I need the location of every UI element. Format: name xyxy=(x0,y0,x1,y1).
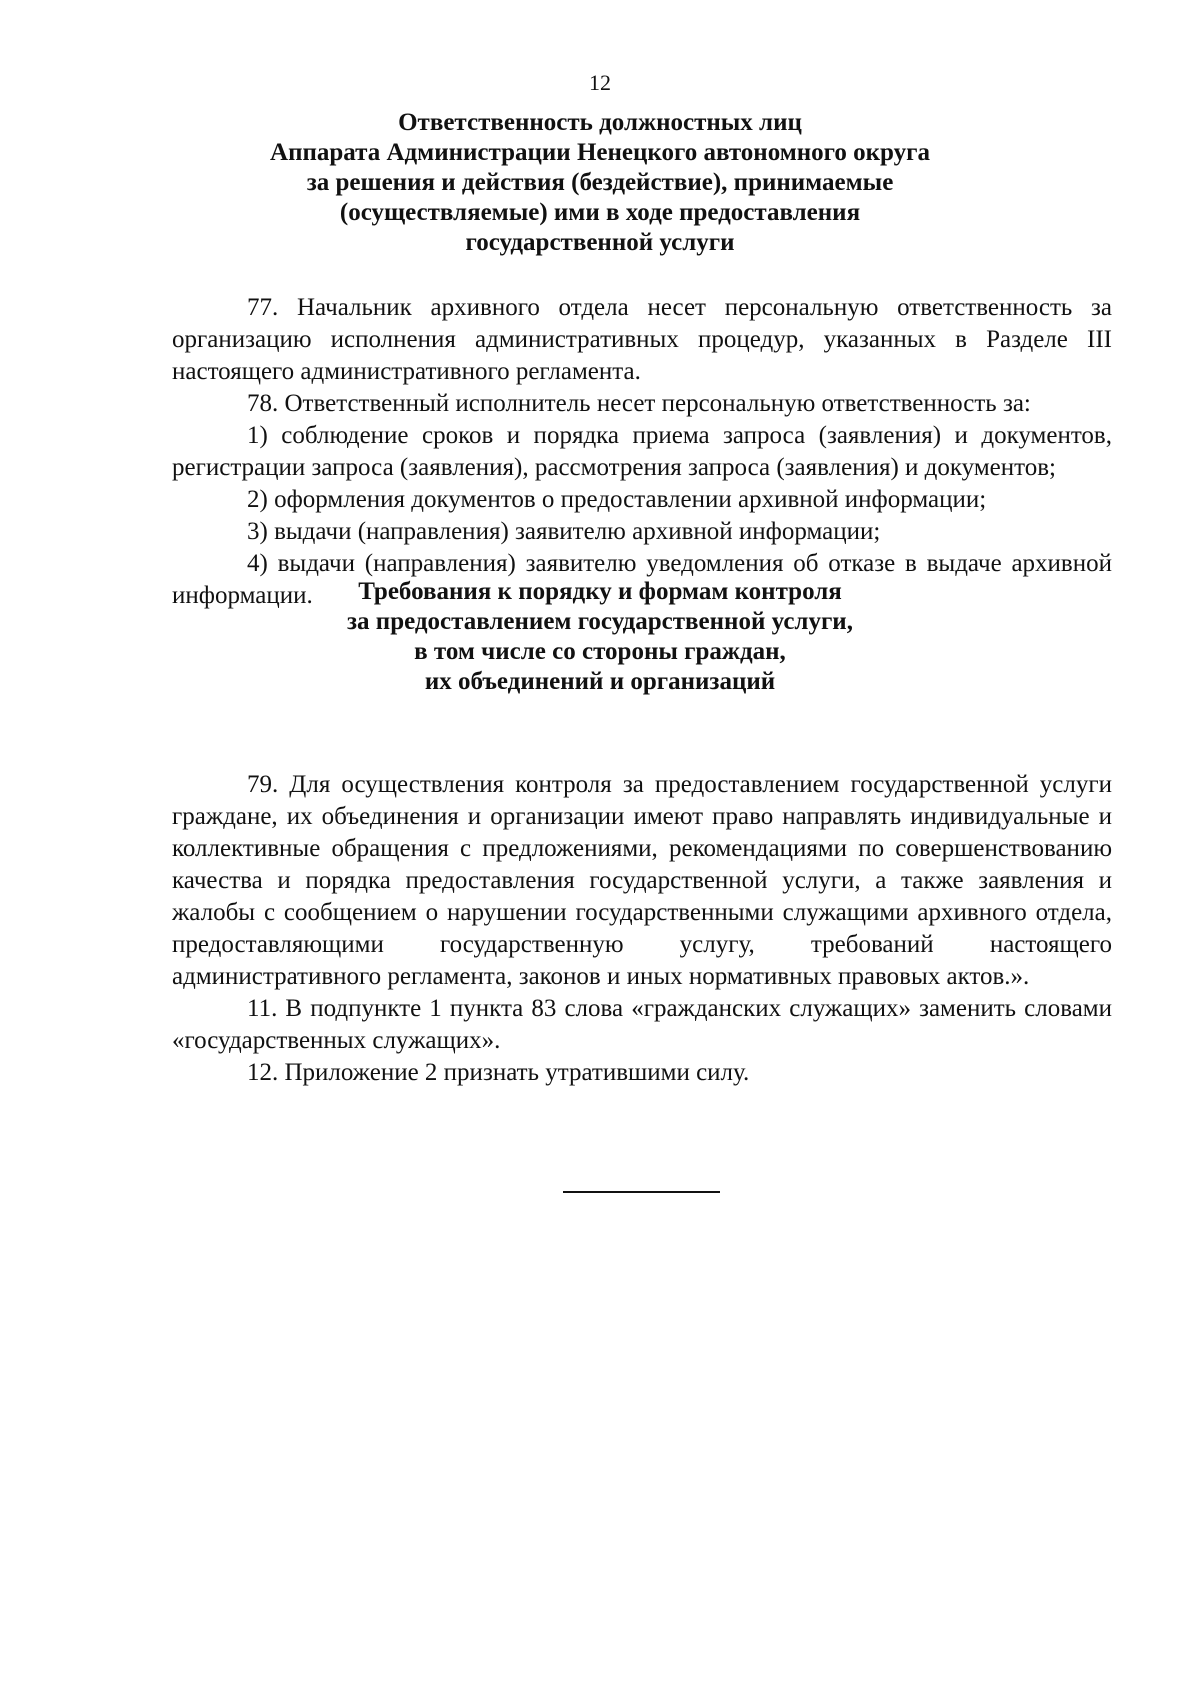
paragraph-79: 79. Для осуществления контроля за предоставлением государственной услуги граждане, их объединения и организации имеют право направлять индивидуальные и коллективные обращения с предложениями, рекомендациями по совершенствованию качества и порядка предоставления государственной услуги, а также заявления и жалобы с сообщением о нарушении государственными служащими архивного отдела, предоставляющими государственную услугу, требований настоящего административного регламента, законов и иных нормативных правовых актов.». xyxy=(172,771,1112,990)
heading-line: (осуществляемые) ими в ходе предоставления xyxy=(339,199,861,226)
heading-line: Ответственность должностных лиц xyxy=(398,109,802,136)
heading-line: их объединений и организаций xyxy=(424,668,776,695)
heading-line: государственной услуги xyxy=(465,229,735,256)
heading-line: за решения и действия (бездействие), принимаемые xyxy=(306,169,894,196)
section-heading-responsibility xyxy=(160,108,1040,258)
heading-line: Аппарата Администрации Ненецкого автономного округа xyxy=(270,139,930,166)
paragraph-11: 11. В подпункте 1 пункта 83 слова «гражданских служащих» заменить словами «государственных служащих». xyxy=(172,995,1112,1054)
page-number: 12 xyxy=(589,70,611,95)
list-item-3: 3) выдачи (направления) заявителю архивной информации; xyxy=(247,518,881,545)
paragraph-77: 77. Начальник архивного отдела несет персональную ответственность за организацию исполнения административных процедур, указанных в Разделе III настоящего административного регламента. xyxy=(172,294,1112,385)
section-body-responsibility xyxy=(172,292,1112,612)
section-body-control xyxy=(172,769,1112,1089)
section-heading-control xyxy=(160,577,1040,697)
heading-line: за предоставлением государственной услуги, xyxy=(347,608,853,635)
list-item-1: 1) соблюдение сроков и порядка приема запроса (заявления) и документов, регистрации запроса (заявления), рассмотрения запроса (заявления) и документов; xyxy=(172,422,1112,481)
heading-line: Требования к порядку и формам контроля xyxy=(358,578,842,605)
end-divider xyxy=(563,1191,720,1193)
list-item-2: 2) оформления документов о предоставлении архивной информации; xyxy=(247,486,987,513)
paragraph-12: 12. Приложение 2 признать утратившими силу. xyxy=(247,1059,750,1086)
paragraph-78: 78. Ответственный исполнитель несет персональную ответственность за: xyxy=(247,390,1031,417)
heading-line: в том числе со стороны граждан, xyxy=(414,638,786,665)
list-item-4: 4) выдачи (направления) заявителю уведомления об отказе в выдаче архивной информации. xyxy=(172,550,1112,609)
